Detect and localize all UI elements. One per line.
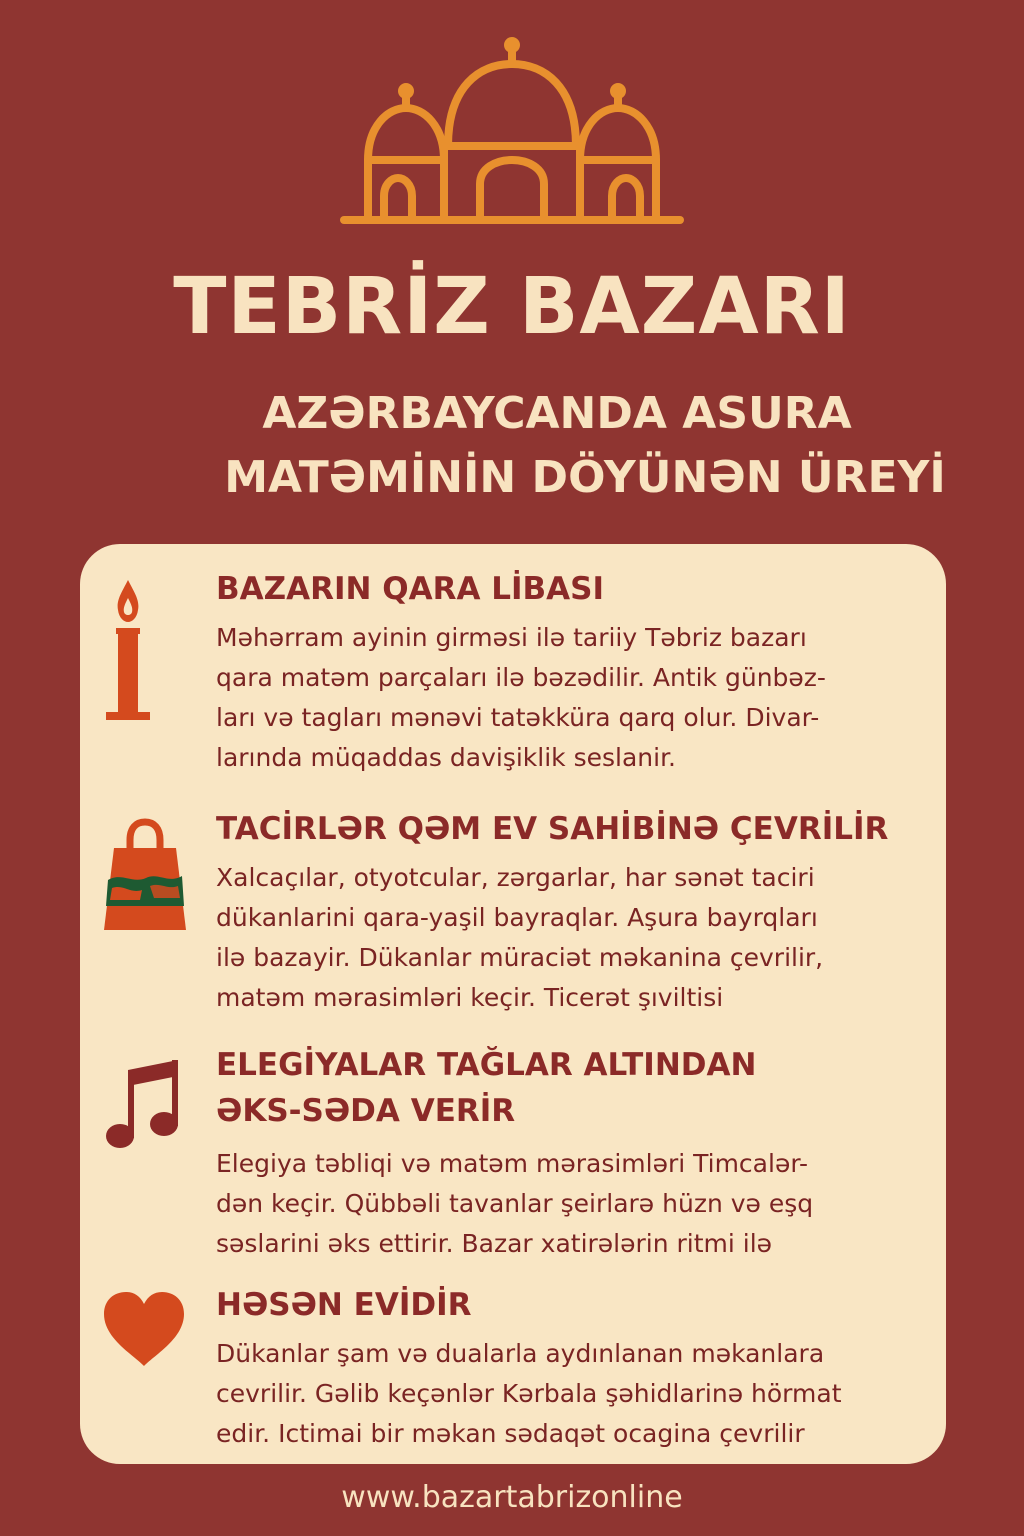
- section-2-line: Xalcaçılar, otyotcular, zərgarlar, har sənət taciri: [216, 863, 815, 892]
- section-2-line: dükanlarini qara-yaşil bayraqlar. Aşura bayrqları: [216, 903, 818, 932]
- section-4-line: edir. Ictimai bir məkan sədaqət ocagina çevrilir: [216, 1419, 805, 1448]
- section-heading-4: HƏSƏN EVİDİR: [216, 1287, 472, 1323]
- section-body-3: [216, 1144, 936, 1264]
- candle-icon: [102, 576, 154, 724]
- section-3-line: səslarini əks ettirir. Bazar xatirələrin ritmi ilə: [216, 1229, 773, 1258]
- section-3-line: dən keçir. Qübbəli tavanlar şeirlarə hüzn və eşq: [216, 1189, 814, 1218]
- bazaar-dome-logo-icon: [340, 36, 684, 226]
- heart-icon: [102, 1290, 186, 1368]
- page-subtitle-line1: AZƏRBAYCANDA ASURA: [262, 388, 852, 439]
- section-4-line: cevrilir. Gəlib keçənlər Kərbala şəhidlarinə hörmat: [216, 1379, 842, 1408]
- section-body-2: [216, 858, 936, 1018]
- shopping-bag-icon: [102, 818, 188, 934]
- section-heading-1: BAZARIN QARA LİBASI: [216, 571, 604, 607]
- section-heading-3-line1: ELEGİYALAR TAĞLAR ALTINDAN: [216, 1047, 757, 1083]
- website-link[interactable]: www.bazartabrizonline: [341, 1480, 683, 1515]
- section-2-line: matəm mərasimləri keçir. Ticerət şıviltisi: [216, 983, 724, 1012]
- page-subtitle-line2: MATƏMİNİN DÖYÜNƏN ÜREYİ: [224, 452, 946, 503]
- section-1-line: ları və tagları mənəvi tatəkküra qarq olur. Divar-: [216, 703, 820, 732]
- section-heading-2: TACİRLƏR QƏM EV SAHİBİNƏ ÇEVRİLİR: [216, 811, 889, 847]
- music-note-icon: [102, 1056, 182, 1152]
- section-body-1: [216, 618, 936, 778]
- section-body-4: [216, 1334, 936, 1454]
- page-title: TEBRİZ BAZARI: [173, 262, 851, 352]
- section-2-line: ilə bazayir. Dükanlar müraciət məkanina çevrilir,: [216, 943, 824, 972]
- section-1-line: qara matəm parçaları ilə bəzədilir. Antik günbəz-: [216, 663, 826, 692]
- section-3-line: Elegiya təbliqi və matəm mərasimləri Timcalər-: [216, 1149, 809, 1178]
- section-4-line: Dükanlar şam və dualarla aydınlanan məkanlara: [216, 1339, 825, 1368]
- section-1-line: Məhərram ayinin girməsi ilə tariiy Təbriz bazarı: [216, 623, 807, 652]
- section-heading-3-line2: ƏKS-SƏDA VERİR: [216, 1093, 516, 1129]
- section-1-line: larında müqaddas davişiklik seslanir.: [216, 743, 676, 772]
